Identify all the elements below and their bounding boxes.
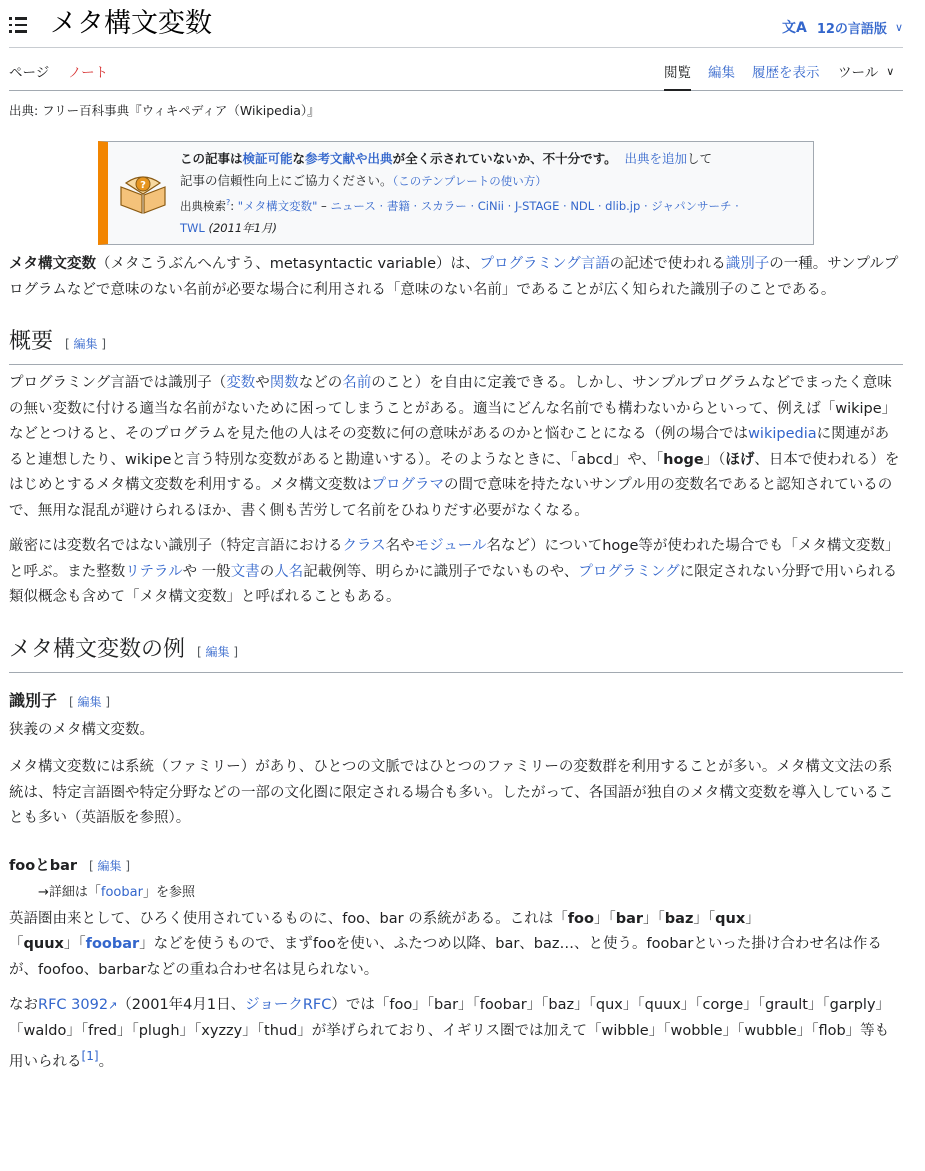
text: 「: [9, 936, 24, 952]
citation-text: 記事の信頼性向上にご協力ください。: [180, 173, 393, 188]
link-rfc-3092[interactable]: [38, 997, 117, 1013]
link-programming[interactable]: プログラミング: [578, 563, 680, 580]
tools-menu[interactable]: [838, 61, 894, 81]
text: 」などを使うもので、まずfooを使い、ふたつめ以降、bar、baz…、と使う。foobarといった掛け合わせ名は作るが、foofoo、barbarなどの重ね合わせ名は見られない。: [9, 936, 882, 978]
link-joke-rfc[interactable]: ジョークRFC: [245, 997, 332, 1013]
search-help-link[interactable]: ?: [226, 198, 231, 207]
page-title: メタ構文変数: [50, 8, 212, 39]
overview-paragraph-2: [9, 534, 903, 611]
text: や 一般: [182, 563, 231, 580]
text: に関連があると連想したり、wikipeと言う特別な変数があると勘違いする）。そのようなときに、「abcd」や、「: [9, 426, 890, 468]
heading-text: 概要: [9, 329, 54, 354]
edit-section-link[interactable]: 編集: [205, 644, 230, 659]
tab-talk[interactable]: ノート: [68, 65, 109, 81]
chevron-down-icon: ∨: [886, 64, 895, 78]
section-heading-overview: [9, 325, 903, 365]
search-label: 出典検索: [180, 198, 226, 213]
verifiable-link[interactable]: 検証可能: [242, 151, 293, 166]
text: 」（: [703, 451, 726, 468]
citation-date-line: [180, 217, 805, 239]
term-bold: baz: [664, 910, 694, 927]
term-bold: bar: [615, 910, 644, 927]
link-programmer[interactable]: プログラマ: [371, 477, 444, 493]
text: 」「: [643, 910, 665, 927]
page-tabs: [9, 48, 903, 91]
citation-text: して: [687, 151, 713, 166]
text: などの: [298, 375, 343, 391]
citation-text: な: [292, 151, 306, 166]
text: ）では「foo」「bar」「foobar」「baz」「qux」「quux」「corge」「grault」「garply」「waldo」「fred」「plugh」「xyzzy」「thud」が挙げられており、イギリス圏では加えて「wibble」「wobble」「wubble」「flob」等も用いられる: [9, 997, 891, 1070]
text: 」「: [63, 936, 86, 952]
text: のこと）を自由に定義できる。しかし、サンプルプログラムなどでまったく意味の無い変数に付ける適当な名前がないために困ってしまうことがある。適当にどんな名前でも構わないからといって、例えば「wikipe」などとつけると、そのプログラムを見た他の人はその変数に何の意味があるのかと悩むことになる（例の場合では: [9, 375, 897, 442]
text: 名や: [385, 538, 415, 554]
citation-text: が全く示されていないか、不十分です。: [392, 151, 617, 166]
citation-box-text: [180, 148, 805, 239]
tab-page[interactable]: ページ: [9, 65, 50, 81]
term-bold: foo: [567, 910, 594, 927]
link-wikipedia[interactable]: wikipedia: [748, 426, 817, 442]
section-heading-foo-bar: [9, 854, 903, 875]
link-document[interactable]: 文書: [230, 563, 260, 580]
title-bar: [9, 0, 903, 48]
text: の: [259, 563, 275, 580]
link-module[interactable]: モジュール: [414, 538, 487, 554]
link-foobar[interactable]: foobar: [100, 884, 143, 900]
edit-section: [ 編集 ]: [69, 694, 111, 709]
text: 、日本で使われる）をはじめとするメタ構文変数を利用する。メタ構文変数は: [9, 451, 900, 493]
identifier-paragraph-1: 狭義のメタ構文変数。: [9, 721, 154, 738]
language-button[interactable]: [782, 17, 903, 37]
tools-label: ツール: [838, 65, 879, 81]
citation-needed-box: [98, 141, 814, 245]
text: 記載例等、明らかに識別子でないものや、: [303, 563, 579, 580]
link-name[interactable]: 名前: [342, 375, 372, 391]
citation-search-line: [180, 192, 805, 217]
text: （メタこうぶんへんすう、metasyntactic variable）は、: [96, 256, 480, 272]
search-source-links[interactable]: ニュース · 書籍 · スカラー · CiNii · J-STAGE · NDL · dlib.jp · ジャパンサーチ ·: [330, 198, 739, 213]
foobar-paragraph-2: [9, 993, 903, 1075]
citation-line-2: [180, 170, 805, 192]
main-menu-icon[interactable]: [9, 17, 27, 33]
text: →詳細は「: [38, 884, 101, 900]
link-foobar-bold[interactable]: foobar: [85, 936, 140, 952]
tab-edit[interactable]: 編集: [708, 65, 735, 81]
term-bold: quux: [23, 936, 64, 952]
heading-text: fooとbar: [9, 857, 78, 874]
text: 。: [98, 1053, 114, 1070]
text: に限定されない分野で用いられる類似概念も含めて「メタ構文変数」と呼ばれることもある。: [9, 563, 898, 605]
language-count-label: 12の言語版: [816, 21, 887, 37]
term-bold: メタ構文変数: [9, 256, 96, 272]
edit-section: [ 編集 ]: [89, 858, 131, 873]
citation-line-1: [180, 148, 805, 170]
citation-text: –: [317, 198, 331, 213]
link-function[interactable]: 関数: [269, 375, 299, 391]
text: プログラミング言語では識別子（: [9, 375, 227, 391]
edit-section: [ 編集 ]: [65, 337, 107, 351]
add-citation-link[interactable]: 出典を追加: [624, 151, 688, 166]
search-query-link[interactable]: "メタ構文変数": [237, 198, 318, 213]
link-person-name[interactable]: 人名: [274, 563, 304, 580]
text: 」: [745, 910, 760, 927]
text: （2001年4月1日、: [117, 997, 246, 1013]
chevron-down-icon: ∨: [894, 20, 903, 34]
tab-history[interactable]: 履歴を表示: [752, 65, 820, 81]
intro-paragraph: [9, 252, 903, 303]
text: 」「: [593, 910, 616, 927]
text: 名など）についてhoge等が使われた場合でも「メタ構文変数」と呼ぶ。また整数: [9, 538, 900, 580]
link-variable[interactable]: 変数: [226, 375, 256, 391]
references-link[interactable]: 参考文献や出典: [305, 151, 393, 166]
term-bold: ほげ: [725, 451, 755, 468]
edit-section-link[interactable]: 編集: [73, 337, 98, 351]
template-usage-link[interactable]: （このテンプレートの使い方）: [392, 174, 547, 188]
twl-link[interactable]: TWL: [180, 220, 205, 235]
citation-text: :: [230, 198, 238, 213]
edit-section-link[interactable]: 編集: [97, 858, 122, 873]
text: や: [255, 375, 270, 391]
text: の記述で使われる: [609, 256, 726, 272]
heading-text: メタ構文変数の例: [9, 636, 186, 662]
text: 英語圏由来として、ひろく使用されているものに、foo、bar の系統がある。これは「: [9, 910, 568, 927]
foobar-paragraph-1: [9, 907, 903, 984]
overview-paragraph-1: [9, 371, 903, 524]
text: の間で意味を持たないサンプル用の変数名であると認知されているので、無用な混乱が避けられるほか、書く側も苦労して名前をひねりだす必要がなくなる。: [9, 477, 893, 519]
link-text: RFC 3092: [38, 997, 109, 1013]
site-subtitle: 出典: フリー百科事典『ウィキペディア（Wikipedia）』: [9, 103, 320, 118]
section-heading-examples: [9, 633, 903, 673]
link-class[interactable]: クラス: [342, 538, 386, 554]
text: の一種。サンプルプログラムなどで意味のない名前が必要な場合に利用される「意味のない名前」であることが広く知られた識別子のことである。: [9, 256, 899, 298]
citation-text: この記事は: [180, 151, 243, 166]
identifier-paragraph-2: メタ構文変数には系統（ファミリー）があり、ひとつの文脈ではひとつのファミリーの変数群を利用することが多い。メタ構文文法の系統は、特定言語圏や特定分野などの一部の文化圏に限定される場合も多い。したがって、各国語が独自のメタ構文変数を導入していることも多い（英語版を参照）。: [9, 759, 894, 826]
citation-date: (2011年1月): [208, 220, 278, 235]
link-literal[interactable]: リテラル: [125, 563, 183, 580]
text: 厳密には変数名ではない識別子（特定言語における: [9, 538, 343, 554]
term-bold: hoge: [663, 451, 704, 468]
text: 」「: [693, 910, 716, 927]
text: なお: [9, 997, 38, 1013]
svg-text:?: ?: [140, 180, 146, 191]
text: 」を参照: [142, 884, 195, 900]
link-programming-language[interactable]: プログラミング言語: [479, 256, 610, 272]
edit-section-link[interactable]: 編集: [77, 694, 102, 709]
book-question-icon: [118, 173, 168, 215]
term-bold: qux: [715, 910, 746, 927]
tab-read[interactable]: 閲覧: [664, 61, 691, 91]
section-heading-identifier: [9, 688, 903, 711]
external-link-icon: ↗: [108, 999, 118, 1012]
hatnote: [38, 881, 903, 900]
reference-link[interactable]: [1]: [81, 1049, 99, 1063]
translate-icon: 文A: [782, 20, 807, 36]
edit-section: [ 編集 ]: [197, 644, 239, 659]
link-identifier[interactable]: 識別子: [725, 256, 770, 272]
heading-text: 識別子: [9, 690, 58, 710]
